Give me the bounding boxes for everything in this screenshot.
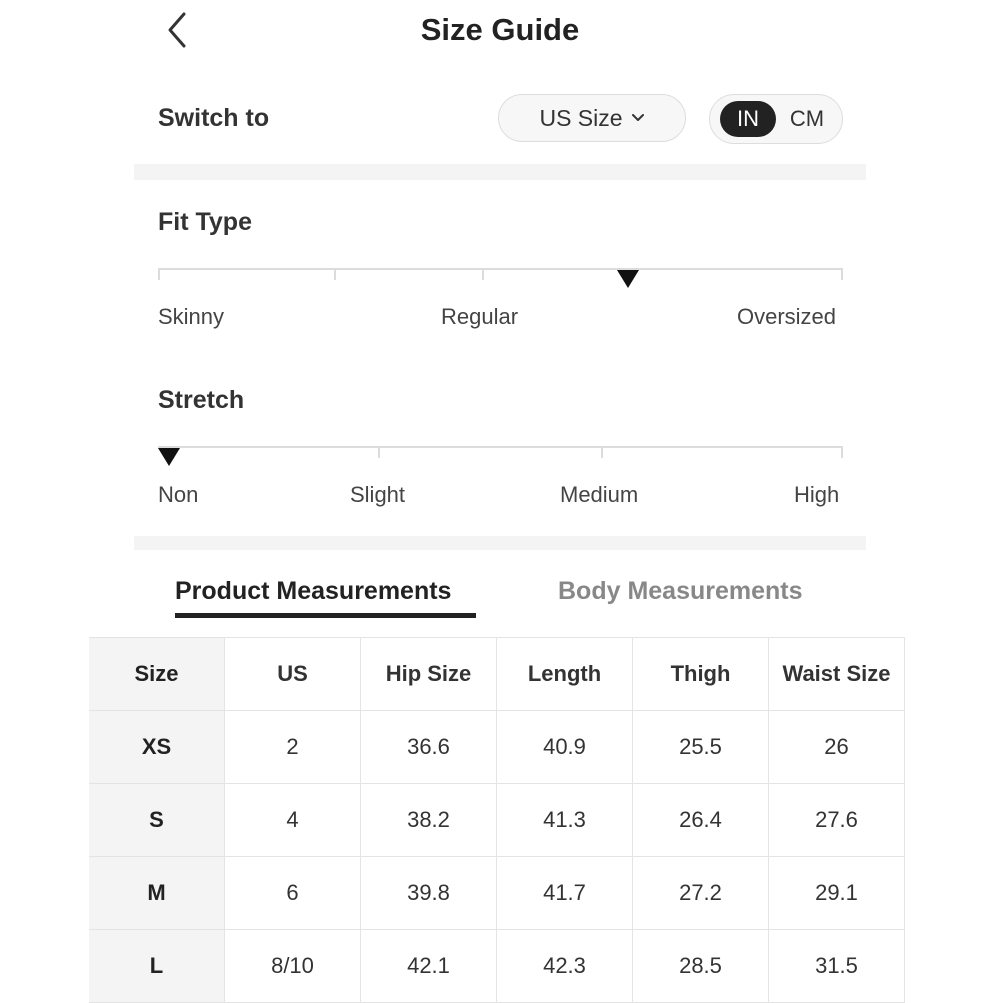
fit-type-label-oversized: Oversized bbox=[737, 304, 837, 329]
size-cell: S bbox=[89, 784, 225, 857]
fit-type-scale bbox=[158, 268, 843, 270]
fit-type-tick bbox=[482, 268, 484, 280]
header-cell-length: Length bbox=[497, 637, 633, 711]
table-cell: 31.5 bbox=[769, 930, 905, 1003]
table-row bbox=[89, 857, 905, 930]
table-cell: 40.9 bbox=[497, 711, 633, 784]
section-divider bbox=[134, 164, 866, 180]
table-cell: 42.3 bbox=[497, 930, 633, 1003]
fit-type-title: Fit Type bbox=[158, 208, 252, 236]
stretch-label-slight: Slight bbox=[350, 482, 406, 507]
chevron-down-icon bbox=[631, 113, 645, 123]
active-tab-underline bbox=[175, 613, 476, 618]
table-cell: 26 bbox=[769, 711, 905, 784]
table-row bbox=[89, 784, 905, 857]
table-cell: 28.5 bbox=[633, 930, 769, 1003]
table-cell: 27.6 bbox=[769, 784, 905, 857]
stretch-tick bbox=[841, 446, 843, 458]
size-system-value: US Size bbox=[539, 104, 623, 131]
table-cell: 41.7 bbox=[497, 857, 633, 930]
table-cell: 27.2 bbox=[633, 857, 769, 930]
stretch-tick bbox=[378, 446, 380, 458]
header-cell-waist-size: Waist Size bbox=[769, 637, 905, 711]
table-cell: 25.5 bbox=[633, 711, 769, 784]
table-cell: 29.1 bbox=[769, 857, 905, 930]
table-cell: 8/10 bbox=[225, 930, 361, 1003]
table-cell: 38.2 bbox=[361, 784, 497, 857]
fit-type-tick bbox=[841, 268, 843, 280]
stretch-scale bbox=[158, 446, 843, 448]
table-cell: 26.4 bbox=[633, 784, 769, 857]
size-system-dropdown[interactable] bbox=[498, 94, 686, 142]
table-row bbox=[89, 930, 905, 1003]
header-cell-hip-size: Hip Size bbox=[361, 637, 497, 711]
fit-type-label-skinny: Skinny bbox=[158, 304, 225, 329]
fit-type-tick bbox=[158, 268, 160, 280]
header-cell-us: US bbox=[225, 637, 361, 711]
table-row bbox=[89, 711, 905, 784]
table-cell: 42.1 bbox=[361, 930, 497, 1003]
tab-body-measurements[interactable]: Body Measurements bbox=[558, 577, 803, 605]
fit-type-marker bbox=[617, 270, 639, 288]
page-title: Size Guide bbox=[420, 12, 580, 47]
size-cell: L bbox=[89, 930, 225, 1003]
header-cell-thigh: Thigh bbox=[633, 637, 769, 711]
stretch-tick bbox=[601, 446, 603, 458]
unit-cm-button[interactable]: CM bbox=[789, 106, 825, 131]
table-cell: 39.8 bbox=[361, 857, 497, 930]
size-table[interactable] bbox=[134, 637, 891, 1000]
stretch-label-non: Non bbox=[158, 482, 199, 507]
unit-toggle bbox=[709, 94, 843, 144]
unit-in-button[interactable]: IN bbox=[720, 101, 776, 137]
stretch-title: Stretch bbox=[158, 386, 245, 414]
table-cell: 6 bbox=[225, 857, 361, 930]
table-cell: 4 bbox=[225, 784, 361, 857]
stretch-label-medium: Medium bbox=[560, 482, 639, 507]
fit-type-label-regular: Regular bbox=[441, 304, 519, 329]
switch-to-label: Switch to bbox=[158, 104, 270, 132]
table-cell: 36.6 bbox=[361, 711, 497, 784]
stretch-marker bbox=[158, 448, 180, 466]
header-cell-size: Size bbox=[89, 637, 225, 711]
tab-product-measurements[interactable]: Product Measurements bbox=[175, 577, 452, 605]
size-cell: M bbox=[89, 857, 225, 930]
fit-type-tick bbox=[334, 268, 336, 280]
size-table-grid bbox=[89, 637, 905, 1003]
stretch-label-high: High bbox=[794, 482, 840, 507]
section-divider bbox=[134, 536, 866, 550]
table-cell: 41.3 bbox=[497, 784, 633, 857]
table-header-row bbox=[89, 637, 905, 711]
size-cell: XS bbox=[89, 711, 225, 784]
table-cell: 2 bbox=[225, 711, 361, 784]
